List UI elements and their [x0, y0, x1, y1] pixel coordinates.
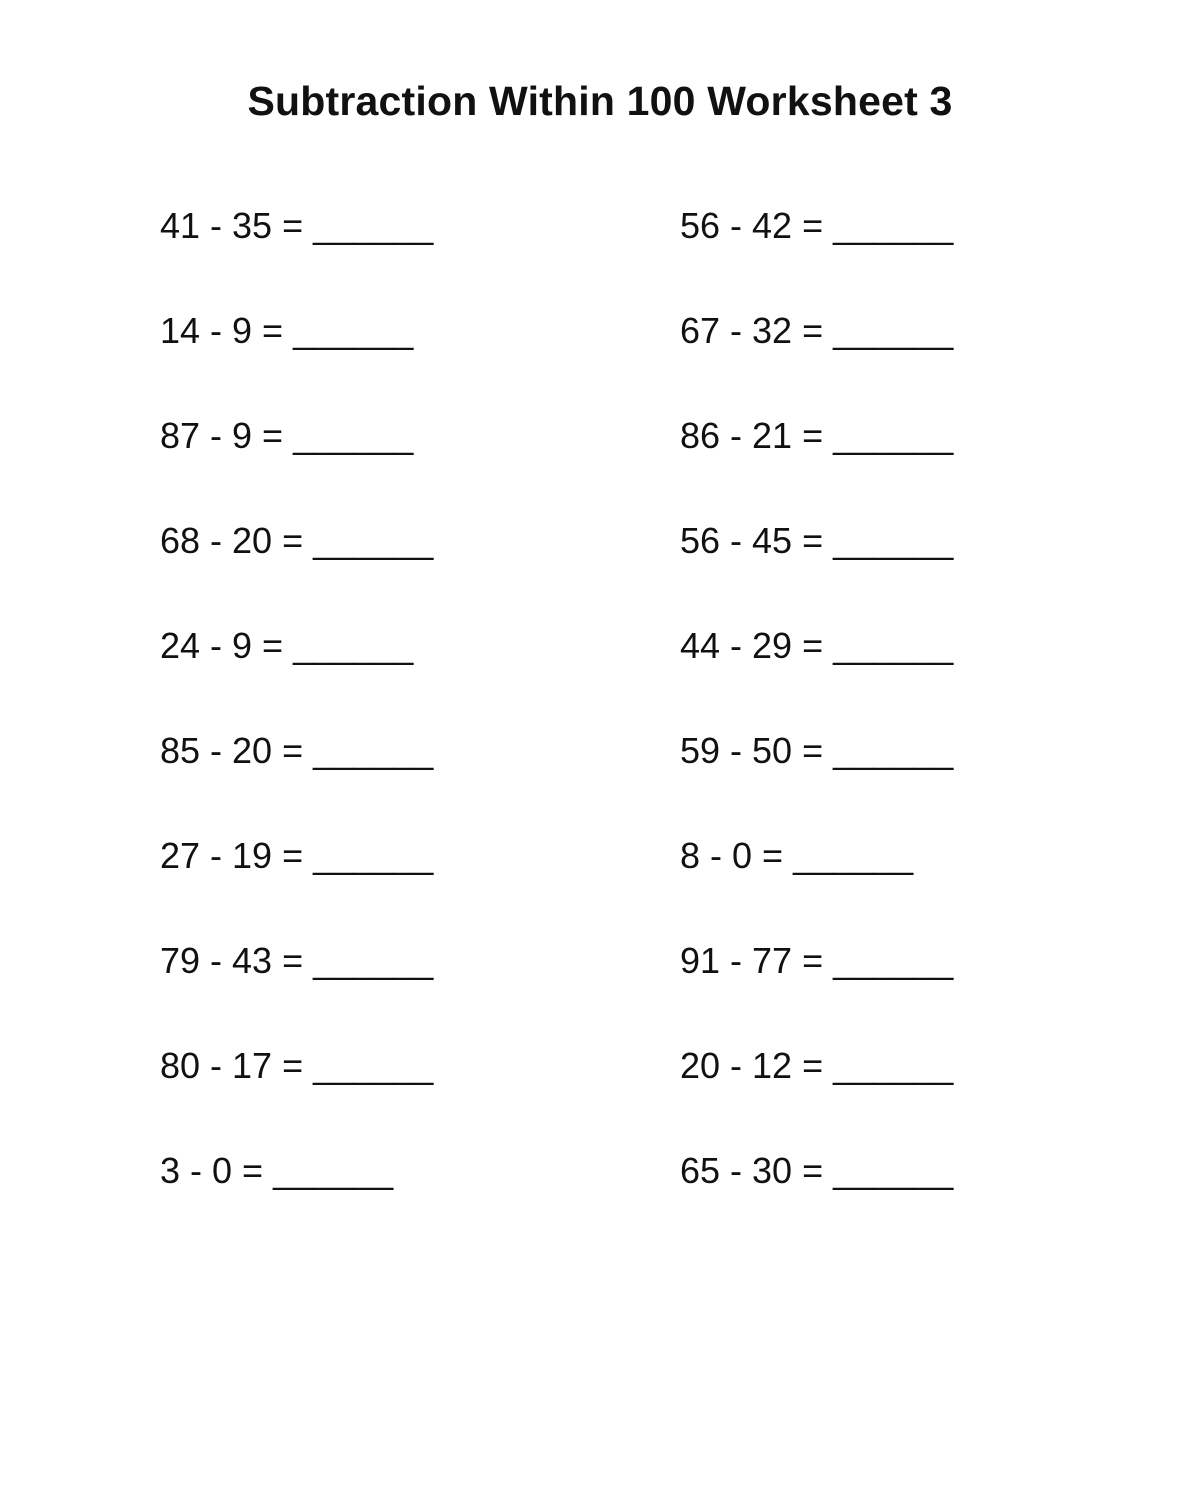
problem-row	[160, 620, 1060, 725]
problem-left: 41 - 35 = ______	[160, 205, 434, 246]
problem-row	[160, 305, 1060, 410]
problem-right: 65 - 30 = ______	[680, 1150, 954, 1191]
problem-right: 91 - 77 = ______	[680, 940, 954, 981]
problem-row	[160, 1040, 1060, 1145]
problem-right: 59 - 50 = ______	[680, 730, 954, 771]
problem-right: 8 - 0 = ______	[680, 835, 914, 876]
problem-row	[160, 410, 1060, 515]
problem-left: 85 - 20 = ______	[160, 730, 434, 771]
problem-left: 14 - 9 = ______	[160, 310, 414, 351]
problem-left: 24 - 9 = ______	[160, 625, 414, 666]
problem-left: 3 - 0 = ______	[160, 1150, 394, 1191]
problem-left: 87 - 9 = ______	[160, 415, 414, 456]
problem-row	[160, 725, 1060, 830]
problem-left: 79 - 43 = ______	[160, 940, 434, 981]
problem-row	[160, 1145, 1060, 1250]
problem-right: 86 - 21 = ______	[680, 415, 954, 456]
problem-left: 80 - 17 = ______	[160, 1045, 434, 1086]
problem-grid	[160, 200, 1060, 1250]
page-title: Subtraction Within 100 Worksheet 3	[247, 78, 953, 125]
problem-row	[160, 200, 1060, 305]
problem-right: 56 - 45 = ______	[680, 520, 954, 561]
problem-right: 20 - 12 = ______	[680, 1045, 954, 1086]
problem-right: 67 - 32 = ______	[680, 310, 954, 351]
problem-row	[160, 830, 1060, 935]
problem-left: 68 - 20 = ______	[160, 520, 434, 561]
problem-left: 27 - 19 = ______	[160, 835, 434, 876]
problem-right: 44 - 29 = ______	[680, 625, 954, 666]
problem-row	[160, 935, 1060, 1040]
problem-right: 56 - 42 = ______	[680, 205, 954, 246]
problem-row	[160, 515, 1060, 620]
